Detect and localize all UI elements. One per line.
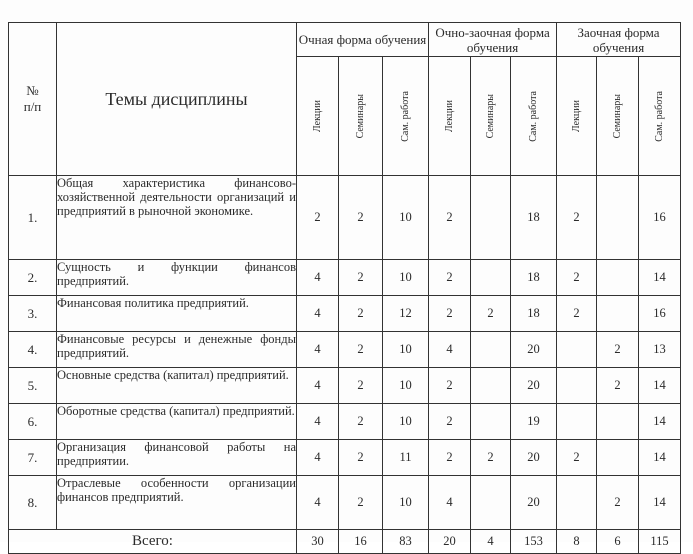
table-row: [9, 176, 681, 260]
cell-value: [557, 404, 597, 440]
cell-value: 2: [339, 368, 383, 404]
row-topic: Основные средства (капитал) предприятий.: [57, 368, 297, 404]
lectures-label: Лекции: [443, 99, 455, 133]
selfwork-header: [511, 57, 557, 176]
cell-value: [471, 260, 511, 296]
cell-value: 2: [557, 440, 597, 476]
cell-value: 2: [339, 260, 383, 296]
curriculum-table: [8, 22, 681, 554]
cell-value: [597, 260, 639, 296]
cell-value: [557, 476, 597, 530]
cell-value: 11: [383, 440, 429, 476]
cell-value: [471, 332, 511, 368]
cell-value: 14: [639, 260, 681, 296]
total-value: 6: [597, 530, 639, 554]
lectures-label: Лекции: [311, 99, 323, 133]
row-topic: Организация финансовой работы на предприятии.: [57, 440, 297, 476]
total-value: 4: [471, 530, 511, 554]
row-number: 7.: [9, 440, 57, 476]
cell-value: 18: [511, 296, 557, 332]
cell-value: 2: [429, 296, 471, 332]
cell-value: 4: [297, 260, 339, 296]
cell-value: 4: [297, 296, 339, 332]
cell-value: 2: [471, 440, 511, 476]
cell-value: 2: [597, 368, 639, 404]
row-topic: Оборотные средства (капитал) предприятий.: [57, 404, 297, 440]
total-value: 83: [383, 530, 429, 554]
seminars-header: [339, 57, 383, 176]
table-row: [9, 368, 681, 404]
cell-value: 4: [297, 368, 339, 404]
cell-value: 4: [429, 476, 471, 530]
row-number: 4.: [9, 332, 57, 368]
cell-value: [557, 368, 597, 404]
total-value: 20: [429, 530, 471, 554]
total-value: 16: [339, 530, 383, 554]
row-number: 1.: [9, 176, 57, 260]
cell-value: 2: [297, 176, 339, 260]
cell-value: 4: [297, 404, 339, 440]
cell-value: 2: [429, 440, 471, 476]
cell-value: 10: [383, 176, 429, 260]
cell-value: 2: [339, 404, 383, 440]
table-row: [9, 296, 681, 332]
cell-value: 14: [639, 404, 681, 440]
cell-value: 19: [511, 404, 557, 440]
cell-value: 20: [511, 368, 557, 404]
seminars-label: Семинары: [354, 93, 366, 139]
cell-value: 4: [297, 440, 339, 476]
table-row: [9, 260, 681, 296]
cell-value: 2: [557, 260, 597, 296]
cell-value: 2: [339, 332, 383, 368]
cell-value: [597, 404, 639, 440]
number-header: № п/п: [9, 23, 57, 176]
total-label: Всего:: [9, 530, 297, 554]
cell-value: 10: [383, 260, 429, 296]
cell-value: 2: [339, 440, 383, 476]
row-topic: Финансовые ресурсы и денежные фонды предприятий.: [57, 332, 297, 368]
selfwork-header: [383, 57, 429, 176]
cell-value: 2: [429, 404, 471, 440]
cell-value: [597, 176, 639, 260]
cell-value: [471, 476, 511, 530]
cell-value: 16: [639, 176, 681, 260]
cell-value: 2: [597, 332, 639, 368]
cell-value: 2: [429, 176, 471, 260]
cell-value: 10: [383, 476, 429, 530]
lectures-header: [557, 57, 597, 176]
fulltime-header: Очная форма обучения: [297, 23, 429, 57]
row-number: 2.: [9, 260, 57, 296]
cell-value: 2: [557, 176, 597, 260]
cell-value: [471, 176, 511, 260]
cell-value: 16: [639, 296, 681, 332]
topics-header: Темы дисциплины: [57, 23, 297, 176]
selfwork-header: [639, 57, 681, 176]
cell-value: 20: [511, 332, 557, 368]
selfwork-label: Сам. работа: [399, 90, 411, 142]
row-topic: Финансовая политика предприятий.: [57, 296, 297, 332]
row-number: 6.: [9, 404, 57, 440]
cell-value: 10: [383, 368, 429, 404]
cell-value: 14: [639, 476, 681, 530]
row-number: 3.: [9, 296, 57, 332]
cell-value: 14: [639, 368, 681, 404]
distance-header: Заочная форма обучения: [557, 23, 681, 57]
cell-value: 14: [639, 440, 681, 476]
row-number: 5.: [9, 368, 57, 404]
cell-value: 4: [429, 332, 471, 368]
table-row: [9, 440, 681, 476]
selfwork-label: Сам. работа: [653, 90, 665, 142]
cell-value: [557, 332, 597, 368]
row-topic: Сущность и функции финансов предприятий.: [57, 260, 297, 296]
seminars-header: [597, 57, 639, 176]
cell-value: 12: [383, 296, 429, 332]
lectures-label: Лекции: [570, 99, 582, 133]
cell-value: 2: [471, 296, 511, 332]
parttime-header: Очно-заочная форма обучения: [429, 23, 557, 57]
cell-value: 2: [557, 296, 597, 332]
cell-value: 2: [597, 476, 639, 530]
cell-value: 18: [511, 260, 557, 296]
cell-value: 13: [639, 332, 681, 368]
cell-value: 20: [511, 440, 557, 476]
lectures-header: [429, 57, 471, 176]
cell-value: 2: [339, 476, 383, 530]
cell-value: 18: [511, 176, 557, 260]
cell-value: [597, 440, 639, 476]
cell-value: [471, 368, 511, 404]
cell-value: 4: [297, 332, 339, 368]
cell-value: 4: [297, 476, 339, 530]
row-number: 8.: [9, 476, 57, 530]
seminars-label: Семинары: [611, 93, 623, 139]
cell-value: 2: [429, 368, 471, 404]
row-topic: Отраслевые особенности организации финансов предприятий.: [57, 476, 297, 530]
row-topic: Общая характеристика финансово-хозяйственной деятельности организаций и предприятий в рыночной экономике.: [57, 176, 297, 260]
selfwork-label: Сам. работа: [527, 90, 539, 142]
total-value: 115: [639, 530, 681, 554]
seminars-header: [471, 57, 511, 176]
cell-value: 10: [383, 332, 429, 368]
seminars-label: Семинары: [484, 93, 496, 139]
total-value: 30: [297, 530, 339, 554]
cell-value: 20: [511, 476, 557, 530]
cell-value: 2: [339, 296, 383, 332]
total-value: 8: [557, 530, 597, 554]
cell-value: 10: [383, 404, 429, 440]
total-value: 153: [511, 530, 557, 554]
cell-value: 2: [429, 260, 471, 296]
lectures-header: [297, 57, 339, 176]
table-row: [9, 332, 681, 368]
cell-value: 2: [339, 176, 383, 260]
cell-value: [471, 404, 511, 440]
table-row: [9, 404, 681, 440]
table-row: [9, 476, 681, 530]
cell-value: [597, 296, 639, 332]
